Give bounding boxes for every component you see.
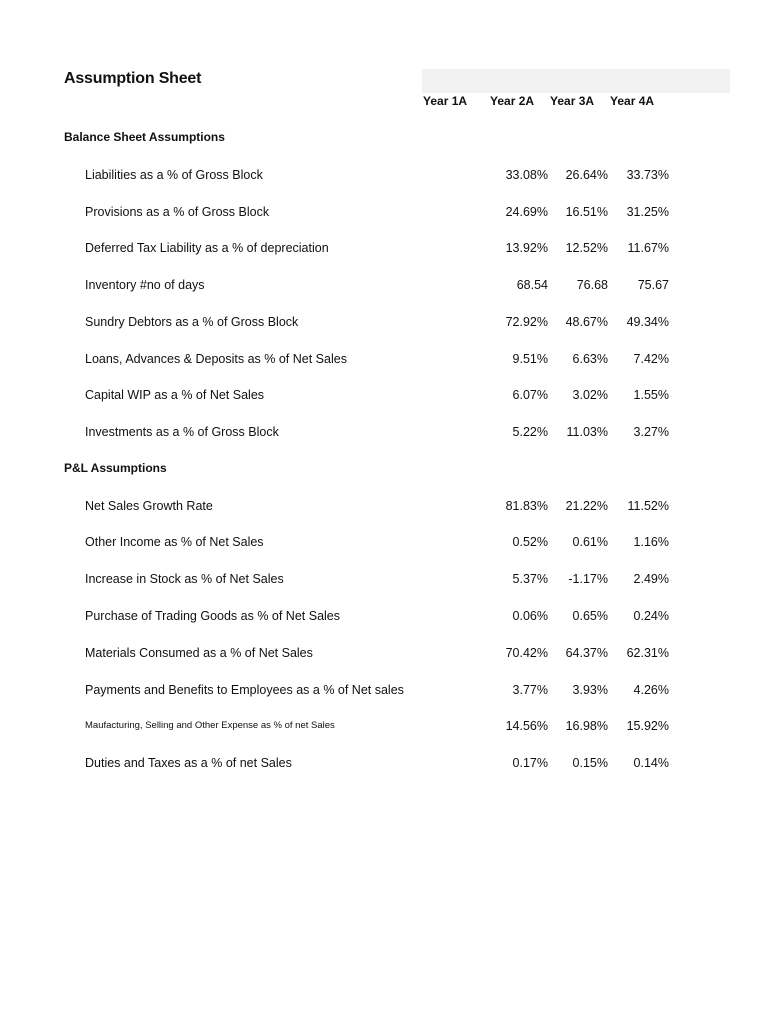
cell-year-3a: 11.03% [566,425,608,439]
cell-year-2a: 9.51% [512,352,548,366]
table-row [0,643,768,663]
cell-year-3a: 3.02% [572,388,608,402]
cell-year-2a: 0.52% [512,535,548,549]
cell-year-2a: 0.06% [512,609,548,623]
cell-year-4a: 1.55% [633,388,669,402]
cell-year-2a: 13.92% [505,241,548,255]
cell-year-4a: 2.49% [633,572,669,586]
cell-year-2a: 72.92% [505,315,548,329]
cell-year-4a: 49.34% [626,315,669,329]
row-label: Maufacturing, Selling and Other Expense as % of net Sales [85,720,335,731]
cell-year-3a: -1.17% [568,572,608,586]
cell-year-4a: 33.73% [626,168,669,182]
cell-year-4a: 1.16% [633,535,669,549]
cell-year-2a: 24.69% [505,205,548,219]
table-row [0,532,768,552]
cell-year-4a: 4.26% [633,683,669,697]
cell-year-4a: 31.25% [626,205,669,219]
table-row [0,238,768,258]
cell-year-4a: 3.27% [633,425,669,439]
row-label: Purchase of Trading Goods as % of Net Sales [85,609,340,623]
cell-year-4a: 11.52% [627,499,669,513]
table-row [0,569,768,589]
cell-year-2a: 6.07% [512,388,548,402]
table-row [0,606,768,626]
cell-year-2a: 5.37% [512,572,548,586]
cell-year-2a: 81.83% [505,499,548,513]
cell-year-3a: 0.61% [572,535,608,549]
row-label: Provisions as a % of Gross Block [85,205,270,219]
cell-year-3a: 0.65% [572,609,608,623]
row-label: Deferred Tax Liability as a % of depreciation [85,241,329,255]
cell-year-3a: 12.52% [565,241,608,255]
cell-year-3a: 6.63% [572,352,608,366]
cell-year-4a: 0.14% [633,756,669,770]
table-row [0,716,768,736]
cell-year-2a: 68.54 [516,278,548,292]
row-label: Liabilities as a % of Gross Block [85,168,263,182]
table-row [0,496,768,516]
row-label: Sundry Debtors as a % of Gross Block [85,315,299,329]
cell-year-2a: 33.08% [505,168,548,182]
table-row [0,275,768,295]
header-band [422,69,730,93]
cell-year-3a: 26.64% [565,168,608,182]
table-row [0,312,768,332]
row-label: Duties and Taxes as a % of net Sales [85,756,292,770]
cell-year-3a: 21.22% [565,499,608,513]
cell-year-4a: 15.92% [626,719,669,733]
column-header-year-2a: Year 2A [490,94,535,108]
cell-year-2a: 5.22% [512,425,548,439]
column-header-year-4a: Year 4A [610,94,655,108]
row-label: Loans, Advances & Deposits as % of Net Sales [85,352,347,366]
section-heading-pl: P&L Assumptions [64,461,167,475]
row-label: Materials Consumed as a % of Net Sales [85,646,313,660]
cell-year-4a: 75.67 [637,278,669,292]
cell-year-3a: 0.15% [572,756,608,770]
row-label: Payments and Benefits to Employees as a % of Net sales [85,683,404,697]
cell-year-2a: 0.17% [512,756,548,770]
table-row [0,165,768,185]
table-row [0,753,768,773]
section-heading-balance-sheet: Balance Sheet Assumptions [64,130,225,144]
row-label: Increase in Stock as % of Net Sales [85,572,284,586]
cell-year-4a: 7.42% [633,352,669,366]
table-row [0,680,768,700]
cell-year-4a: 62.31% [626,646,669,660]
cell-year-2a: 3.77% [512,683,548,697]
row-label: Inventory #no of days [85,278,205,292]
column-header-year-3a: Year 3A [550,94,595,108]
table-row [0,202,768,222]
row-label: Investments as a % of Gross Block [85,425,279,439]
cell-year-4a: 11.67% [627,241,669,255]
cell-year-3a: 16.51% [565,205,608,219]
table-row [0,422,768,442]
row-label: Net Sales Growth Rate [85,499,213,513]
column-header-year-1a: Year 1A [423,94,468,108]
cell-year-2a: 70.42% [505,646,548,660]
row-label: Other Income as % of Net Sales [85,535,264,549]
cell-year-3a: 3.93% [572,683,608,697]
cell-year-4a: 0.24% [633,609,669,623]
cell-year-3a: 16.98% [565,719,608,733]
cell-year-2a: 14.56% [505,719,548,733]
cell-year-3a: 64.37% [565,646,608,660]
sheet-title: Assumption Sheet [64,70,202,87]
table-row [0,385,768,405]
cell-year-3a: 76.68 [576,278,608,292]
table-row [0,349,768,369]
row-label: Capital WIP as a % of Net Sales [85,388,265,402]
cell-year-3a: 48.67% [565,315,608,329]
